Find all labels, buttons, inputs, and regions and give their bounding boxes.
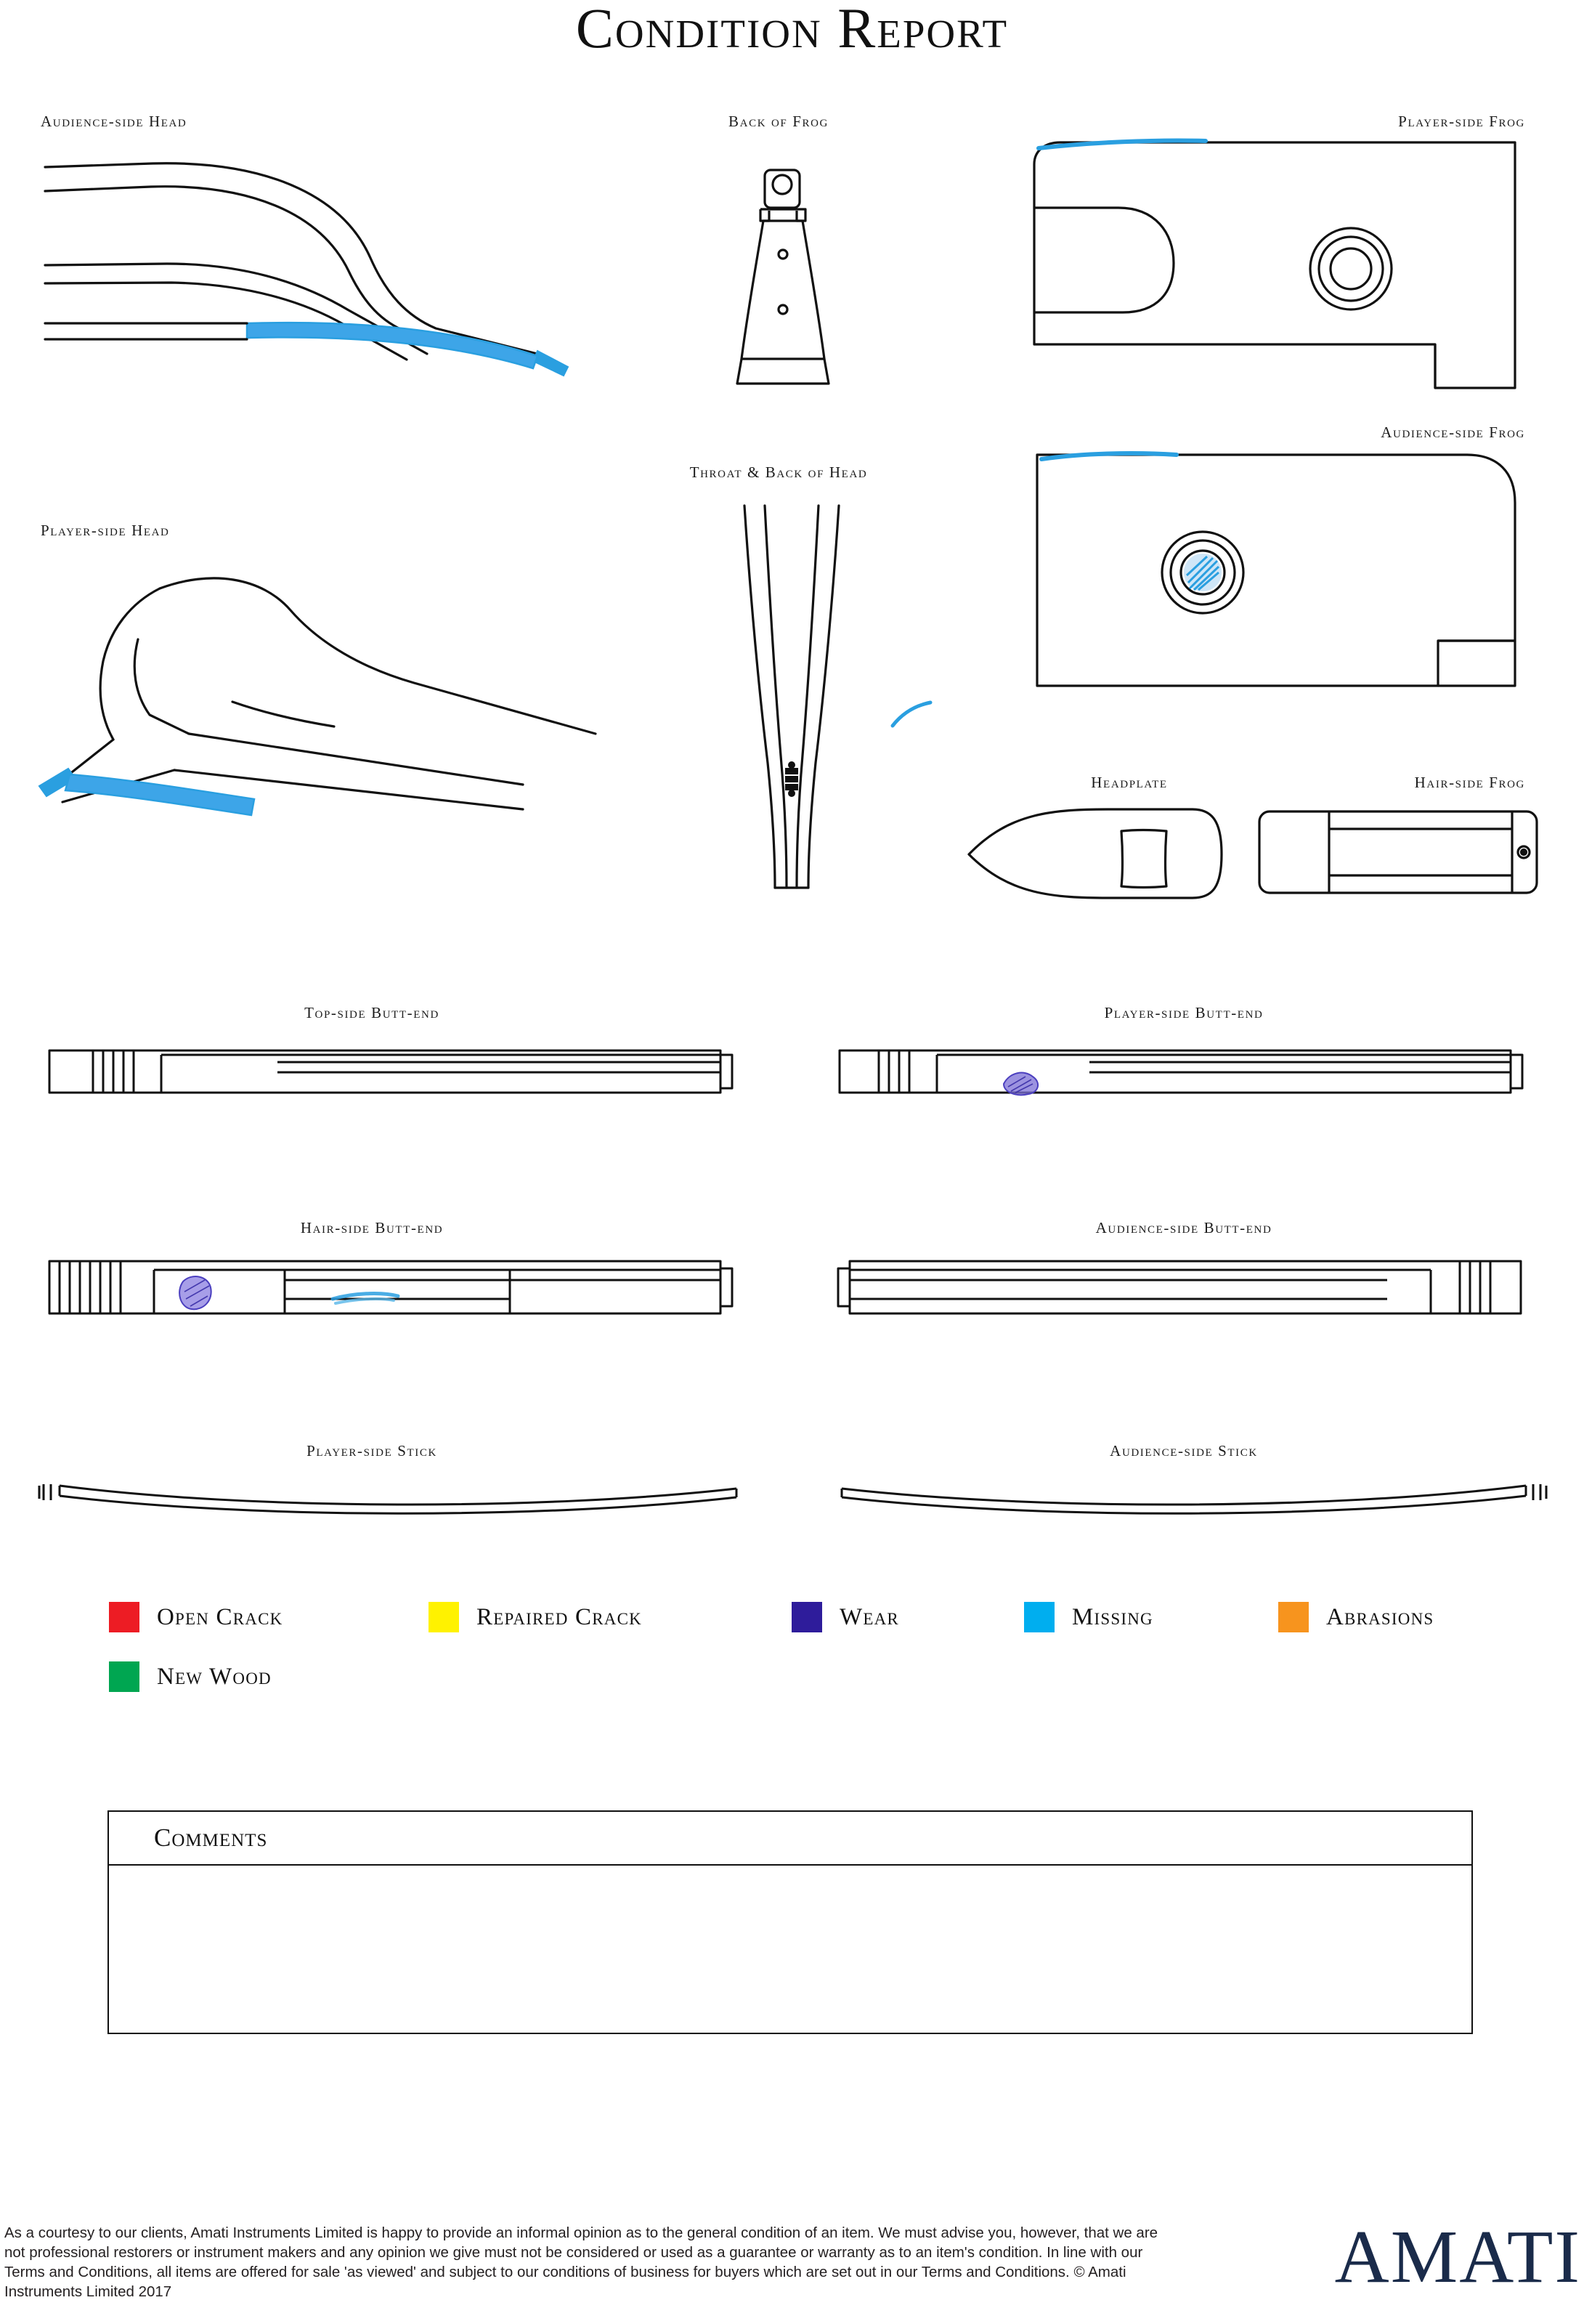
diagram-audience-side-stick <box>832 1478 1551 1522</box>
legend-swatch-missing <box>1024 1602 1055 1632</box>
legend-row-1 <box>109 1602 1489 1661</box>
diagram-player-side-frog <box>1031 138 1525 400</box>
legend-item-open-crack <box>109 1602 283 1632</box>
legend-swatch-new-wood <box>109 1661 139 1692</box>
diagram-player-side-head <box>22 559 625 865</box>
marking-missing-audience-side-frog-eye <box>1184 554 1222 591</box>
diagram-hair-side-frog <box>1256 809 1540 897</box>
caption-player-side-head: Player-side Head <box>41 522 170 539</box>
diagram-top-side-butt-end <box>45 1040 735 1106</box>
legend-swatch-open-crack <box>109 1602 139 1632</box>
diagram-audience-side-head <box>29 142 625 447</box>
legend-item-missing <box>1024 1602 1153 1632</box>
caption-top-side-butt-end: Top-side Butt-end <box>304 1004 439 1021</box>
marking-missing-throat-detail <box>890 701 941 730</box>
marking-wear-hair-side-butt-end <box>179 1276 211 1309</box>
caption-audience-side-head: Audience-side Head <box>41 113 187 130</box>
page-title: Condition Report <box>575 0 1009 60</box>
diagram-hair-side-butt-end <box>45 1255 735 1321</box>
legend-label-abrasions: Abrasions <box>1326 1603 1434 1630</box>
marking-wear-player-side-butt-end <box>1004 1073 1038 1096</box>
legend-item-abrasions <box>1278 1602 1434 1632</box>
caption-player-side-stick: Player-side Stick <box>306 1442 437 1459</box>
diagram-audience-side-butt-end <box>835 1255 1525 1321</box>
legend-item-repaired-crack <box>429 1602 642 1632</box>
legend-item-new-wood <box>109 1661 272 1692</box>
comments-heading-row <box>109 1812 1471 1866</box>
footer-disclaimer: As a courtesy to our clients, Amati Instruments Limited is happy to provide an informal opinion as to the general condition of an item. We must advise you, however, that we are not professional restorers or instrument makers and any opinion we give must not be considered or used as a guarantee or warranty as to an item's condition. In line with our Terms and Conditions, all items are offered for sale 'as viewed' and subject to our conditions of business for buyers which are set out in our Terms and Conditions. © Amati Instruments Limited 2017 <box>4 2224 1158 2300</box>
diagram-back-of-frog <box>715 169 853 408</box>
legend-item-wear <box>792 1602 899 1632</box>
legend-label-new-wood: New Wood <box>157 1663 272 1690</box>
caption-headplate: Headplate <box>1091 774 1168 791</box>
legend-label-open-crack: Open Crack <box>157 1603 283 1630</box>
legend-swatch-repaired-crack <box>429 1602 459 1632</box>
caption-audience-side-frog: Audience-side Frog <box>1381 424 1525 441</box>
comments-box <box>107 1810 1473 2034</box>
caption-hair-side-frog: Hair-side Frog <box>1414 774 1525 791</box>
diagram-headplate <box>966 806 1227 901</box>
caption-audience-side-butt-end: Audience-side Butt-end <box>1095 1219 1272 1236</box>
brand-logo: AMATI <box>1334 2215 1581 2299</box>
diagram-throat-back-of-head <box>730 501 861 894</box>
legend-label-wear: Wear <box>840 1603 899 1630</box>
legend-label-repaired-crack: Repaired Crack <box>476 1603 642 1630</box>
comments-heading: Comments <box>154 1823 268 1852</box>
caption-player-side-frog: Player-side Frog <box>1398 113 1525 130</box>
diagram-player-side-stick <box>35 1478 754 1522</box>
caption-back-of-frog: Back of Frog <box>728 113 829 130</box>
caption-player-side-butt-end: Player-side Butt-end <box>1104 1004 1264 1021</box>
caption-hair-side-butt-end: Hair-side Butt-end <box>300 1219 444 1236</box>
caption-audience-side-stick: Audience-side Stick <box>1110 1442 1258 1459</box>
legend-row-2 <box>109 1661 1489 1721</box>
diagram-audience-side-frog <box>1031 450 1525 712</box>
legend-swatch-abrasions <box>1278 1602 1309 1632</box>
legend-swatch-wear <box>792 1602 822 1632</box>
legend <box>109 1602 1489 1721</box>
diagram-player-side-butt-end <box>835 1040 1525 1106</box>
marking-missing-hair-side-butt-end <box>333 1294 398 1303</box>
caption-throat-back-of-head: Throat & Back of Head <box>689 463 868 481</box>
legend-label-missing: Missing <box>1072 1603 1153 1630</box>
comments-field[interactable] <box>109 1866 1471 2034</box>
